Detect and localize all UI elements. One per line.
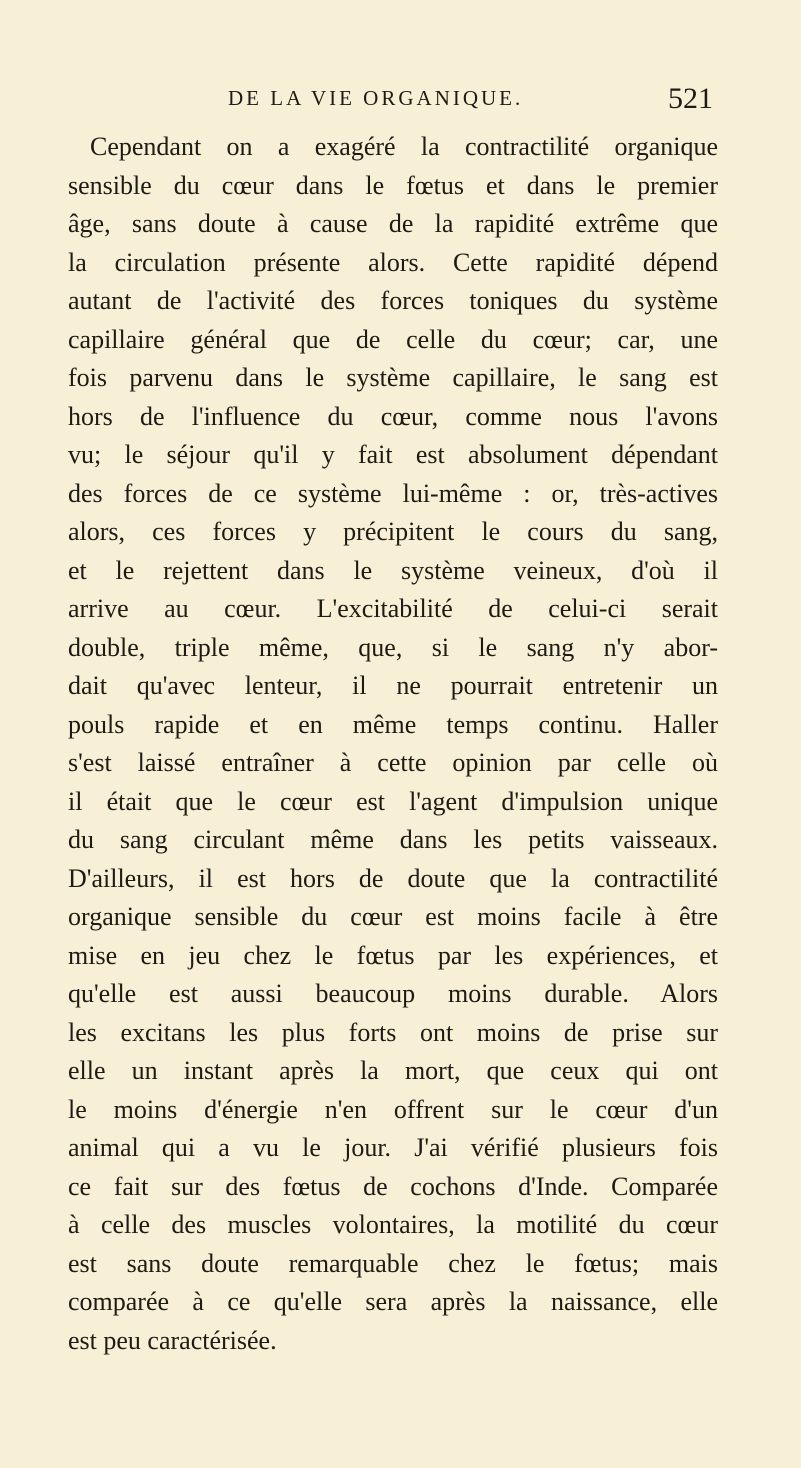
- text-line: du sang circulant même dans les petits vaisseaux.: [68, 825, 718, 854]
- text-line: double, triple même, que, si le sang n'y abor-: [68, 632, 718, 662]
- text-line: vu; le séjour qu'il y fait est absolument dépendant: [68, 440, 718, 469]
- text-line: sensible du cœur dans le fœtus et dans le premier: [68, 170, 718, 200]
- text-line: et le rejettent dans le système veineux, d'où il: [68, 555, 718, 585]
- running-title: DE LA VIE ORGANIQUE.: [228, 86, 524, 110]
- text-line: âge, sans doute à cause de la rapidité extrême que: [68, 209, 718, 238]
- text-line: mise en jeu chez le fœtus par les expériences, et: [68, 940, 718, 970]
- text-line: comparée à ce qu'elle sera après la naissance, elle: [68, 1287, 718, 1316]
- text-line: s'est laissé entraîner à cette opinion par celle où: [68, 748, 718, 777]
- text-line: est peu caractérisée.: [68, 1325, 277, 1355]
- text-line: D'ailleurs, il est hors de doute que la contractilité: [68, 863, 718, 893]
- text-line: est sans doute remarquable chez le fœtus; mais: [68, 1248, 718, 1278]
- text-line: il était que le cœur est l'agent d'impulsion unique: [68, 786, 718, 816]
- text-line: les excitans les plus forts ont moins de prise sur: [68, 1017, 718, 1047]
- text-line: la circulation présente alors. Cette rapidité dépend: [68, 247, 718, 277]
- text-line: alors, ces forces y précipitent le cours du sang,: [68, 517, 718, 546]
- text-line: elle un instant après la mort, que ceux qui ont: [68, 1056, 718, 1085]
- text-line: ce fait sur des fœtus de cochons d'Inde. Comparée: [68, 1171, 718, 1201]
- text-line: fois parvenu dans le système capillaire, le sang est: [68, 363, 718, 392]
- text-line: arrive au cœur. L'excitabilité de celui-ci serait: [68, 594, 718, 623]
- text-line: des forces de ce système lui-même : or, très-actives: [68, 478, 718, 508]
- text-line: le moins d'énergie n'en offrent sur le cœur d'un: [68, 1094, 718, 1124]
- text-line: Cependant on a exagéré la contractilité organique: [90, 132, 718, 161]
- body-text: [68, 128, 718, 1360]
- text-line: organique sensible du cœur est moins facile à être: [68, 902, 718, 931]
- text-line: hors de l'influence du cœur, comme nous l'avons: [68, 401, 718, 431]
- text-line: autant de l'activité des forces toniques du système: [68, 286, 718, 315]
- text-line: dait qu'avec lenteur, il ne pourrait entretenir un: [68, 671, 718, 700]
- text-line: animal qui a vu le jour. J'ai vérifié plusieurs fois: [68, 1133, 718, 1162]
- text-line: qu'elle est aussi beaucoup moins durable. Alors: [68, 979, 718, 1008]
- text-line: pouls rapide et en même temps continu. Haller: [68, 709, 718, 739]
- page-number: 521: [668, 82, 713, 115]
- text-line: à celle des muscles volontaires, la motilité du cœur: [68, 1210, 718, 1239]
- text-line: capillaire général que de celle du cœur; car, une: [68, 324, 718, 354]
